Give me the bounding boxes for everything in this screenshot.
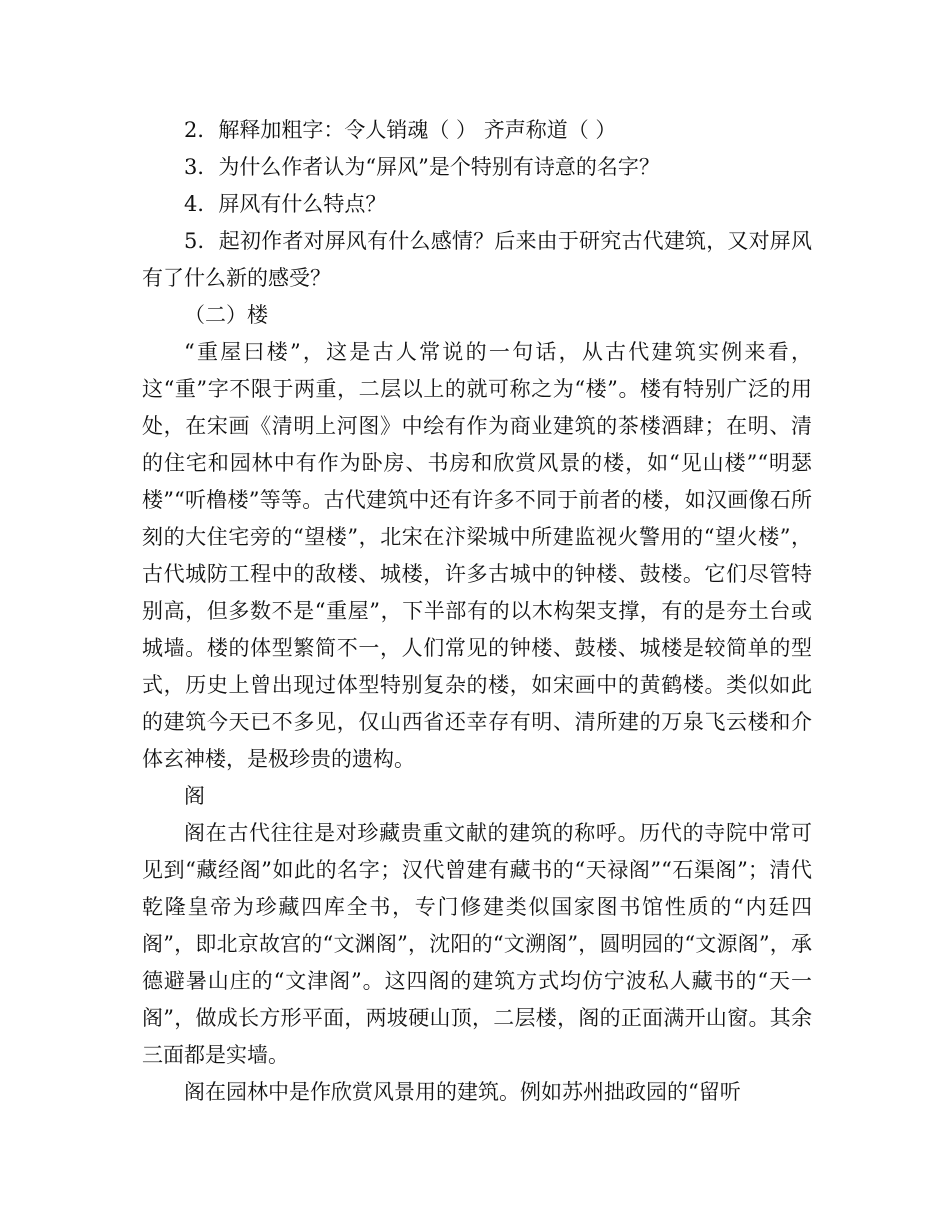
question-2: 2．解释加粗字：令人销魂（ ） 齐声称道（ ） (184, 118, 617, 142)
paragraph-lou: “重屋曰楼”，这是古人常说的一句话，从古代建筑实例来看，这“重”字不限于两重，二层以上的就可称之为“楼”。楼有特别广泛的用处，在宋画《清明上河图》中绘有作为商业建筑的茶楼酒肆；在明、清的住宅和园林中有作为卧房、书房和欣赏风景的楼，如“见山楼”“明瑟楼”“听橹楼”等等。古代建筑中还有许多不同于前者的楼，如汉画像石所刻的大住宅旁的“望楼”，北宋在汴梁城中所建监视火警用的“望火楼”，古代城防工程中的敌楼、城楼，许多古城中的钟楼、鼓楼。它们尽管特别高，但多数不是“重屋”，下半部有的以木构架支撑，有的是夯土台或城墙。楼的体型繁简不一，人们常见的钟楼、鼓楼、城楼是较简单的型式，历史上曾出现过体型特别复杂的楼，如宋画中的黄鹤楼。类似如此的建筑今天已不多见，仅山西省还幸存有明、清所建的万泉飞云楼和介体玄神楼，是极珍贵的遗构。 (142, 340, 812, 771)
section-heading-ge: 阁 (184, 784, 205, 808)
section-heading-lou: （二）楼 (184, 303, 268, 327)
paragraph-ge-2: 阁在园林中是作欣赏风景用的建筑。例如苏州拙政园的“留听 (184, 1080, 741, 1104)
question-5: 5．起初作者对屏风有什么感情？后来由于研究古代建筑，又对屏风有了什么新的感受？ (142, 229, 812, 290)
question-4: 4．屏风有什么特点？ (184, 192, 387, 216)
document-body (142, 112, 812, 1111)
question-3: 3．为什么作者认为“屏风”是个特别有诗意的名字？ (184, 155, 660, 179)
paragraph-ge-1: 阁在古代往往是对珍藏贵重文献的建筑的称呼。历代的寺院中常可见到“藏经阁”如此的名字；汉代曾建有藏书的“天禄阁”“石渠阁”；清代乾隆皇帝为珍藏四库全书，专门修建类似国家图书馆性质的“内廷四阁”，即北京故宫的“文渊阁”，沈阳的“文溯阁”，圆明园的“文源阁”，承德避暑山庄的“文津阁”。这四阁的建筑方式均仿宁波私人藏书的“天一阁”，做成长方形平面，两坡硬山顶，二层楼，阁的正面满开山窗。其余三面都是实墙。 (142, 821, 812, 1067)
